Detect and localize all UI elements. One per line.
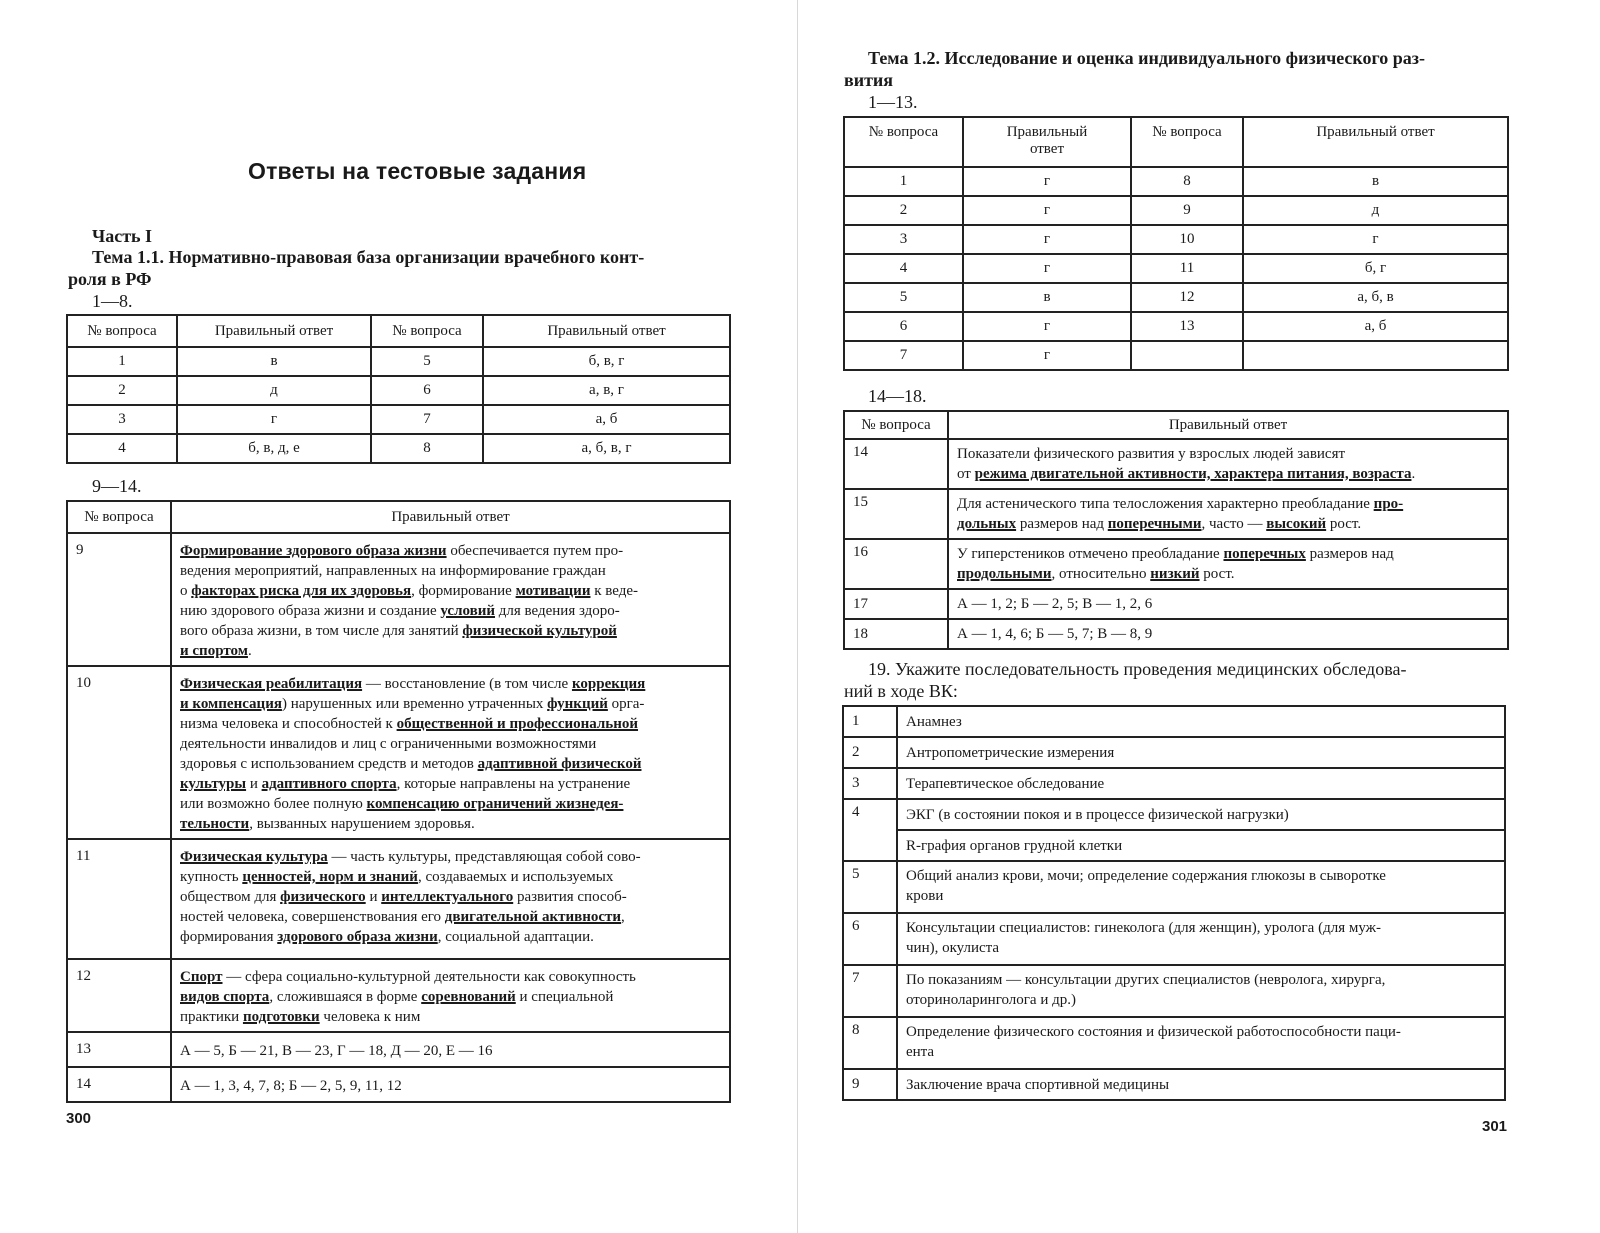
table-cell: 2 [844,196,963,225]
list-item [843,1017,1505,1069]
step-text: Терапевтическое обследование [897,768,1505,799]
table-cell: 4 [844,254,963,283]
list-item [843,768,1505,799]
step-text: Определение физического состояния и физической работоспособности паци- ента [897,1017,1505,1069]
table-cell: 7 [844,341,963,370]
col-header-question-number: № вопроса [844,411,948,439]
part-title: Часть I [92,226,153,246]
answer-text: Формирование здорового образа жизни обеспечивается путем про- ведения мероприятий, направленных на информирование граждан о факторах риска для их здоровья, формирование мотивации к веде- нию здорового образа жизни и создание условий для ведения здоро- вого образа жизни, в том числе для занятий физической культурой и спортом. [171,533,730,666]
table-cell: 8 [371,434,483,463]
list-item [843,1069,1505,1100]
table-cell [1131,341,1243,370]
answer-text: Для астенического типа телосложения характерно преобладание про- дольных размеров над поперечными, часто — высокий рост. [948,489,1508,539]
page-number: 300 [66,1110,92,1127]
answer-text: А — 1, 3, 4, 7, 8; Б — 2, 5, 9, 11, 12 [171,1067,730,1102]
table-cell: а, б, в [1243,283,1508,312]
table-cell: б, г [1243,254,1508,283]
answer-text: У гиперстеников отмечено преобладание поперечных размеров над продольными, относительно низкий рост. [948,539,1508,589]
answer-text: А — 1, 2; Б — 2, 5; В — 1, 2, 6 [948,589,1508,619]
list-item [843,799,1505,830]
col-header: Правильный ответ [177,315,371,347]
list-item [843,706,1505,737]
table-row [67,666,730,839]
step-text: Общий анализ крови, мочи; определение содержания глюкозы в сыворотке крови [897,861,1505,913]
step-text: Анамнез [897,706,1505,737]
table-cell: 11 [1131,254,1243,283]
table-row [67,405,730,434]
question-number: 10 [67,666,171,839]
table-cell: г [963,196,1131,225]
list-item [843,861,1505,913]
table-cell: 3 [844,225,963,254]
table-cell: 8 [1131,167,1243,196]
question-number: 17 [844,589,948,619]
table-row [67,533,730,666]
table-cell: 9 [1131,196,1243,225]
table-row [844,619,1508,649]
table-cell: 2 [67,376,177,405]
step-number: 4 [843,799,897,861]
table-cell: 7 [371,405,483,434]
col-header: № вопроса [1131,117,1243,167]
table-cell: в [963,283,1131,312]
table-cell: 1 [67,347,177,376]
table-row [844,167,1508,196]
answers-table-1-8 [66,314,731,464]
table-row [844,254,1508,283]
table-cell: г [963,225,1131,254]
table-row [844,225,1508,254]
step-number: 8 [843,1017,897,1069]
table-cell: б, в, г [483,347,730,376]
exam-sequence-table [842,705,1506,1101]
step-text: Антропометрические измерения [897,737,1505,768]
topic-title-line1: Тема 1.1. Нормативно-правовая база организации врачебного конт- [92,247,645,267]
answer-text: Физическая реабилитация — восстановление (в том числе коррекция и компенсация) нарушенных или временно утраченных функций орга- низма человека и способностей к общественной и профессиональной деятельности инвалидов и лиц с ограниченными возможностями здоровья с использованием средств и методов адаптивной физической культуры и адаптивного спорта, которые направлены на устранение или возможно более полную компенсацию ограничений жизнедея- тельности, вызванных нарушением здоровья. [171,666,730,839]
col-header-answer: Правильный ответ [948,411,1508,439]
list-item [843,830,1505,861]
step-text: R-графия органов грудной клетки [897,830,1505,861]
table-row [844,539,1508,589]
col-header: Правильный ответ [483,315,730,347]
question-number: 16 [844,539,948,589]
col-header-question-number: № вопроса [67,501,171,533]
table-cell: 10 [1131,225,1243,254]
list-item [843,737,1505,768]
table-cell: г [963,341,1131,370]
question-number: 15 [844,489,948,539]
table-cell: в [177,347,371,376]
table-row [844,312,1508,341]
col-header: Правильный ответ [963,117,1131,167]
table-cell: а, б [483,405,730,434]
topic-title-line1: Тема 1.2. Исследование и оценка индивидуального физического раз- [868,48,1426,68]
table-row [844,283,1508,312]
answer-text: Показатели физического развития у взрослых людей зависят от режима двигательной активности, характера питания, возраста. [948,439,1508,489]
left-page [0,0,790,1233]
table-cell: а, б, в, г [483,434,730,463]
question-number: 18 [844,619,948,649]
table-cell: г [177,405,371,434]
question-number: 14 [844,439,948,489]
list-item [843,965,1505,1017]
table-cell [1243,341,1508,370]
question-number: 13 [67,1032,171,1067]
list-item [843,913,1505,965]
page-heading: Ответы на тестовые задания [248,158,587,184]
answer-text: Физическая культура — часть культуры, представляющая собой сово- купность ценностей, норм и знаний, создаваемых и используемых обществом для физического и интеллектуального развития способ- ностей человека, совершенствования его двигательной активности, формирования здорового образа жизни, социальной адаптации. [171,839,730,959]
answer-text: А — 5, Б — 21, В — 23, Г — 18, Д — 20, Е — 16 [171,1032,730,1067]
table-cell: 6 [844,312,963,341]
step-text: Заключение врача спортивной медицины [897,1069,1505,1100]
table-row [844,589,1508,619]
step-number: 6 [843,913,897,965]
table-cell: г [963,312,1131,341]
step-number: 5 [843,861,897,913]
question-number: 12 [67,959,171,1032]
right-page [800,0,1600,1233]
col-header: Правильный ответ [1243,117,1508,167]
step-number: 1 [843,706,897,737]
page-number: 301 [1482,1118,1508,1135]
table-cell: г [1243,225,1508,254]
table-cell: 5 [371,347,483,376]
question-number: 9 [67,533,171,666]
col-header: № вопроса [371,315,483,347]
table-cell: 4 [67,434,177,463]
question-19-line2: ний в ходе ВК: [844,681,958,701]
table-row [844,439,1508,489]
table-cell: б, в, д, е [177,434,371,463]
topic-title-line2: вития [844,70,894,90]
range-label-14-18: 14—18. [868,386,927,406]
table-row [67,376,730,405]
book-spine [797,0,798,1233]
table-cell: 1 [844,167,963,196]
table-cell: д [177,376,371,405]
table-row [844,489,1508,539]
answer-text: Спорт — сфера социально-культурной деятельности как совокупность видов спорта, сложившаяся в форме соревнований и специальной практики подготовки человека к ним [171,959,730,1032]
answers-table-14-18 [843,410,1509,650]
col-header-answer: Правильный ответ [171,501,730,533]
table-cell: д [1243,196,1508,225]
table-cell: 12 [1131,283,1243,312]
range-label-9-14: 9—14. [92,476,142,496]
col-header: № вопроса [67,315,177,347]
answers-table-9-14 [66,500,731,1103]
question-number: 11 [67,839,171,959]
table-row [67,959,730,1032]
question-number: 14 [67,1067,171,1102]
table-row [67,839,730,959]
step-number: 3 [843,768,897,799]
table-cell: г [963,167,1131,196]
step-text: По показаниям — консультации других специалистов (невролога, хирурга, оториноларинголога и др.) [897,965,1505,1017]
range-label-1-13: 1—13. [868,92,918,112]
table-row [67,1067,730,1102]
table-cell: г [963,254,1131,283]
step-text: Консультации специалистов: гинеколога (для женщин), уролога (для муж- чин), окулиста [897,913,1505,965]
step-text: ЭКГ (в состоянии покоя и в процессе физической нагрузки) [897,799,1505,830]
col-header: № вопроса [844,117,963,167]
table-row [67,1032,730,1067]
answers-table-1-13 [843,116,1509,371]
topic-title-line2: роля в РФ [68,269,152,289]
range-label-1-8: 1—8. [92,291,133,311]
table-row [844,196,1508,225]
table-cell: а, в, г [483,376,730,405]
question-19-line1: 19. Укажите последовательность проведения медицинских обследова- [868,659,1407,679]
table-row [67,434,730,463]
step-number: 9 [843,1069,897,1100]
table-cell: 5 [844,283,963,312]
table-row [844,341,1508,370]
table-cell: а, б [1243,312,1508,341]
table-row [67,347,730,376]
table-cell: 6 [371,376,483,405]
table-cell: в [1243,167,1508,196]
answer-text: А — 1, 4, 6; Б — 5, 7; В — 8, 9 [948,619,1508,649]
step-number: 2 [843,737,897,768]
step-number: 7 [843,965,897,1017]
table-cell: 13 [1131,312,1243,341]
table-cell: 3 [67,405,177,434]
